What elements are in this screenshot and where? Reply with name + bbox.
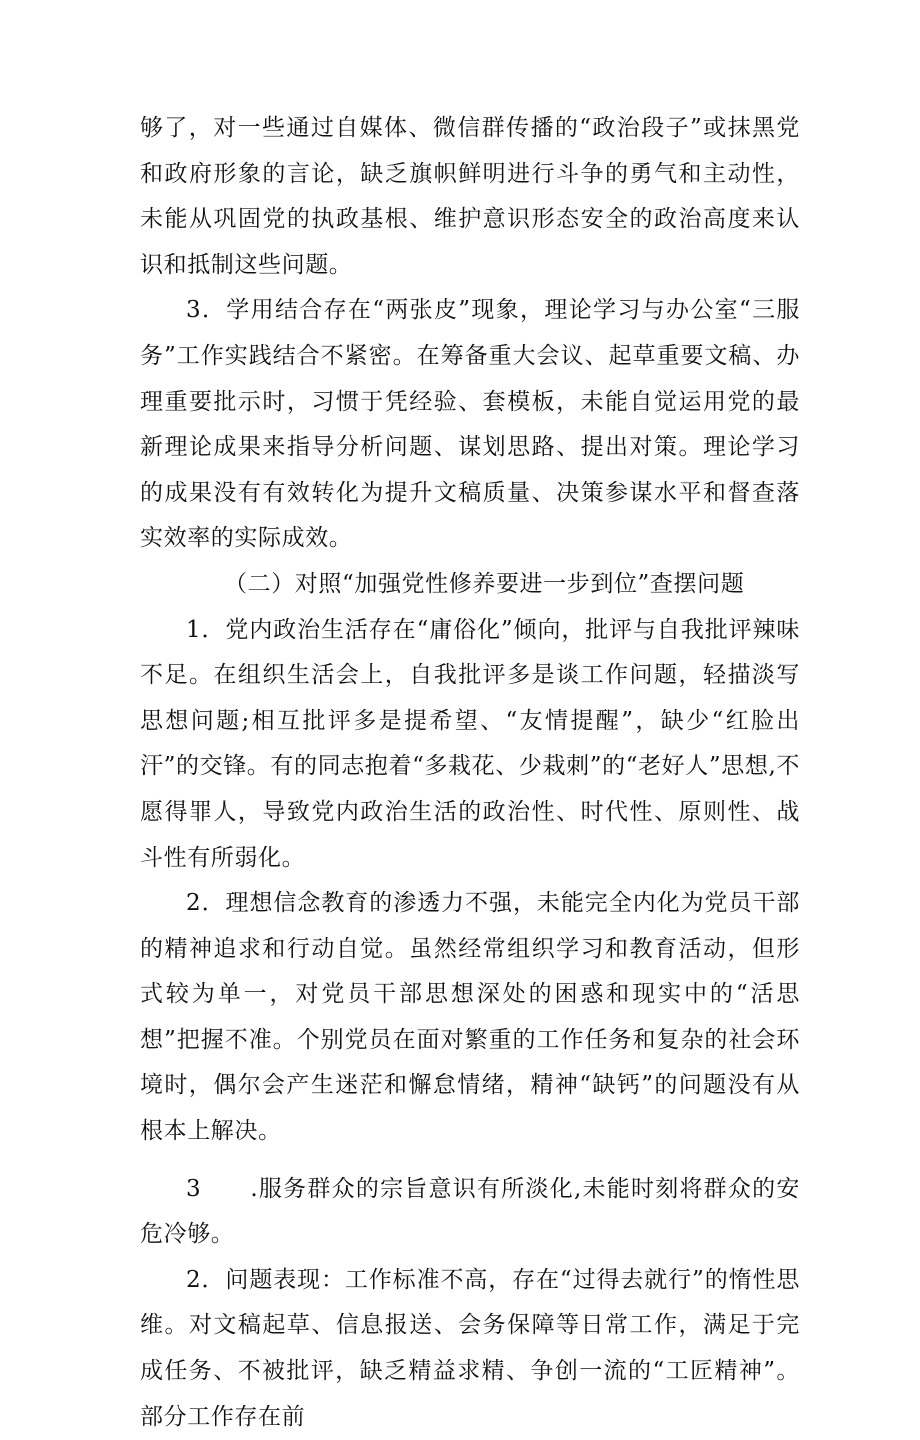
paragraph-item-2: 2．理想信念教育的渗透力不强，未能完全内化为党员干部的精神追求和行动自觉。虽然经常组织学习和教育活动，但形式较为单一，对党员干部思想深处的困惑和现实中的“活思想”把握不准。个别党员在面对繁重的工作任务和复杂的社会环境时，偶尔会产生迷茫和懈怠情绪，精神“缺钙”的问题没有从根本上解决。 xyxy=(140,890,800,1145)
paragraph-item-3: 3．学用结合存在“两张皮”现象，理论学习与办公室“三服务”工作实践结合不紧密。在筹备重大会议、起草重要文稿、办理重要批示时，习惯于凭经验、套模板，未能自觉运用党的最新理论成果来指导分析问题、谋划思路、提出对策。理论学习的成果没有有效转化为提升文稿质量、决策参谋水平和督查落实效率的实际成效。 xyxy=(140,297,800,552)
paragraph-item-3b: 3 .服务群众的宗旨意识有所淡化,未能时刻将群众的安危冷够。 xyxy=(140,1175,800,1248)
section-heading: （二）对照“加强党性修养要进一步到位”查摆问题 xyxy=(224,570,745,597)
paragraph-continuation: 够了，对一些通过自媒体、微信群传播的“政治段子”或抹黑党和政府形象的言论，缺乏旗帜鲜明进行斗争的勇气和主动性，未能从巩固党的执政基根、维护意识形态安全的政治高度来认识和抵制这些问题。 xyxy=(140,115,800,278)
paragraph-item-2b: 2．问题表现：工作标准不高，存在“过得去就行”的惰性思维。对文稿起草、信息报送、会务保障等日常工作，满足于完成任务、不被批评，缺乏精益求精、争创一流的“工匠精神”。部分工作存在前 xyxy=(140,1266,800,1430)
document-body xyxy=(140,106,800,1440)
paragraph-item-1: 1．党内政治生活存在“庸俗化”倾向，批评与自我批评辣味不足。在组织生活会上，自我批评多是谈工作问题，轻描淡写思想问题;相互批评多是提希望、“友情提醒”，缺少“红脸出汗”的交锋。有的同志抱着“多栽花、少栽刺”的“老好人”思想,不愿得罪人，导致党内政治生活的政治性、时代性、原则性、战斗性有所弱化。 xyxy=(140,616,800,871)
